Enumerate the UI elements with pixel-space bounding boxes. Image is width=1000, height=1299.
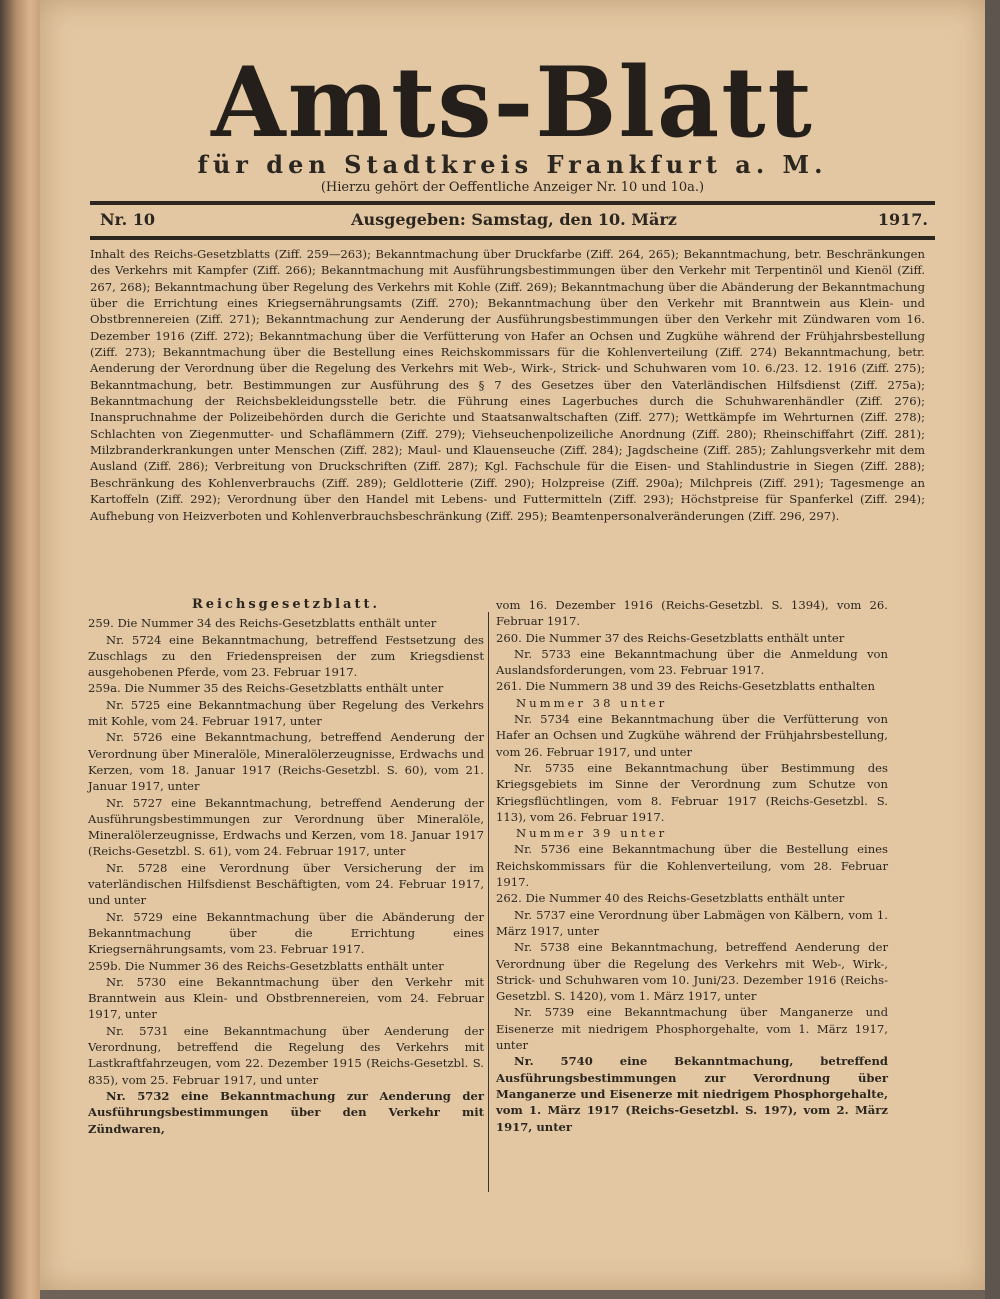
paragraph: 261. Die Nummern 38 und 39 des Reichs-Gesetzblatts enthalten [496, 679, 875, 694]
paragraph: Nr. 5728 eine Verordnung über Versicherung der im vaterländischen Hilfsdienst Beschäftigten, vom 24. Februar 1917, und unter [88, 860, 484, 908]
issue-date: Ausgegeben: Samstag, den 10. März [351, 210, 677, 229]
top-rule [90, 201, 935, 205]
issue-year: 1917. [877, 210, 928, 229]
paragraph: Nr. 5736 eine Bekanntmachung über die Bestellung eines Reichskommissars für die Kohlenverteilung, vom 28. Februar 1917. [496, 842, 888, 890]
paragraph: Nr. 5732 eine Bekanntmachung zur Aenderung der Ausführungsbestimmungen über den Verkehr mit Zündwaren, [88, 1088, 484, 1136]
paragraph: Nr. 5737 eine Verordnung über Labmägen von Kälbern, vom 1. März 1917, unter [496, 907, 888, 938]
right-column [496, 597, 888, 1135]
paragraph: Nr. 5735 eine Bekanntmachung über Bestimmung des Kriegsgebiets im Sinne der Verordnung zum Schutze von Kriegsflüchtlingen, vom 8. Februar 1917 (Reichs-Gesetzbl. S. 113), vom 26. Februar 1917. [496, 760, 888, 824]
paragraph: Nr. 5738 eine Bekanntmachung, betreffend Aenderung der Verordnung über die Regelung des Verkehrs mit Web-, Wirk-, Strick- und Schuhwaren vom 10. Juni/23. Dezember 1916 (Reichs-Gesetzbl. S. 1420), vom 1. März 1917, unter [496, 940, 888, 1004]
paragraph: Nr. 5740 eine Bekanntmachung, betreffend Ausführungsbestimmungen zur Verordnung über Manganerze und Eisenerze mit niedrigem Phosphorgehalte, vom 1. März 1917 (Reichs-Gesetzbl. S. 197), vom 2. März 1917, unter [496, 1054, 888, 1134]
book-spine [0, 0, 40, 1299]
left-column [88, 597, 484, 1137]
paragraph: Nr. 5726 eine Bekanntmachung, betreffend Aenderung der Verordnung über Mineralöle, Mineralölerzeugnisse, Erdwachs und Kerzen, vom 18. Januar 1917 (Reichs-Gesetzbl. S. 60), vom 21. Januar 1917, unter [88, 730, 484, 794]
table-of-contents: Inhalt des Reichs-Gesetzblatts (Ziff. 259—263); Bekanntmachung über Druckfarbe (Ziff. 264, 265); Bekanntmachung, betr. Beschränkungen des Verkehrs mit Kampfer (Ziff. 266); Bekanntmachung mit Ausführungsbestimmungen über den Verkehr mit Terpentinöl und Kienöl (Ziff. 267, 268); Bekanntmachung über Regelung des Verkehrs mit Kohle (Ziff. 269); Bekanntmachung über die Abänderung der Bekanntmachung über die Errichtung eines Kriegsernährungsamts (Ziff. 270); Bekanntmachung über den Verkehr mit Branntwein aus Klein- und Obstbrennereien (Ziff. 271); Bekanntmachung zur Aenderung der Ausführungsbestimmungen über den Verkehr mit Zündwaren vom 16. Dezember 1916 (Ziff. 272); Bekanntmachung über die Verfütterung von Hafer an Ochsen und Zugkühe während der Frühjahrsbestellung (Ziff. 273); Bekanntmachung über die Bestellung eines Reichskommissars für die Kohlenverteilung (Ziff. 274) Bekanntmachung, betr. Aenderung der Verordnung über die Regelung des Verkehrs mit Web-, Wirk-, Strick- und Schuhwaren vom 10. 6./23. 12. 1916 (Ziff. 275); Bekanntmachung, betr. Bestimmungen zur Ausführung des § 7 des Gesetzes über den Vaterländischen Hilfsdienst (Ziff. 275a); Bekanntmachung der Reichsbekleidungsstelle betr. die Führung eines Lagerbuches durch die Schuhwarenhändler (Ziff. 276); Inanspruchnahme der Polizeibehörden durch die Gerichte und Staatsanwaltschaften (Ziff. 277); Wettkämpfe im Wehrturnen (Ziff. 278); Schlachten von Ziegenmutter- und Schaflämmern (Ziff. 279); Viehseuchenpolizeiliche Anordnung (Ziff. 280); Rheinschiffahrt (Ziff. 281); Milzbranderkrankungen unter Menschen (Ziff. 282); Maul- und Klauenseuche (Ziff. 284); Jagdscheine (Ziff. 285); Zahlungsverkehr mit dem Ausland (Ziff. 286); Verbreitung von Druckschriften (Ziff. 287); Kgl. Fachschule für die Eisen- und Stahlindustrie in Siegen (Ziff. 288); Beschränkung des Kohlenverbrauchs (Ziff. 289); Geldlotterie (Ziff. 290); Holzpreise (Ziff. 290a); Milchpreis (Ziff. 291); Tagesmenge an Kartoffeln (Ziff. 292); Verordnung über den Handel mit Lebens- und Futtermitteln (Ziff. 293); Höchstpreise für Spanferkel (Ziff. 294); Aufhebung von Heizverboten und Kohlenverbrauchsbeschränkung (Ziff. 295); Beamtenpersonalveränderungen (Ziff. 296, 297). [90, 247, 925, 523]
paragraph: Nr. 5729 eine Bekanntmachung über die Abänderung der Bekanntmachung über die Errichtung eines Kriegsernährungsamts, vom 23. Februar 1917. [88, 909, 484, 957]
masthead-title: Amts-Blatt [211, 46, 814, 159]
newspaper-page [40, 0, 985, 1290]
subheading: Nummer 39 unter [516, 826, 668, 841]
paragraph: Nr. 5730 eine Bekanntmachung über den Verkehr mit Branntwein aus Klein- und Obstbrennereien, vom 24. Februar 1917, unter [88, 974, 484, 1022]
issue-number: Nr. 10 [100, 210, 155, 229]
bottom-rule [90, 236, 935, 240]
paragraph: vom 16. Dezember 1916 (Reichs-Gesetzbl. S. 1394), vom 26. Februar 1917. [496, 598, 888, 629]
paragraph: Nr. 5727 eine Bekanntmachung, betreffend Aenderung der Ausführungsbestimmungen zur Verordnung über Mineralöle, Mineralölerzeugnisse, Erdwachs und Kerzen, vom 18. Januar 1917 (Reichs-Gesetzbl. S. 61), vom 24. Februar 1917, unter [88, 795, 484, 859]
paragraph: Nr. 5731 eine Bekanntmachung über Aenderung der Verordnung, betreffend die Regelung des Verkehrs mit Lastkraftfahrzeugen, vom 22. Dezember 1915 (Reichs-Gesetzbl. S. 835), vom 25. Februar 1917, und unter [88, 1023, 484, 1087]
masthead-subtitle: für den Stadtkreis Frankfurt a. M. [197, 150, 828, 179]
issue-line [100, 210, 928, 234]
paragraph: Nr. 5734 eine Bekanntmachung über die Verfütterung von Hafer an Ochsen und Zugkühe während der Frühjahrsbestellung, vom 26. Februar 1917, und unter [496, 712, 888, 759]
subheading: Nummer 38 unter [516, 695, 668, 710]
paragraph: 260. Die Nummer 37 des Reichs-Gesetzblatts enthält unter [496, 630, 845, 645]
masthead-note: (Hierzu gehört der Oeffentliche Anzeiger Nr. 10 und 10a.) [320, 180, 705, 195]
column-divider [488, 612, 489, 1192]
paragraph: Nr. 5724 eine Bekanntmachung, betreffend Festsetzung des Zuschlags zu den Friedenspreisen der zum Kriegsdienst ausgehobenen Pferde, vom 23. Februar 1917. [88, 632, 484, 680]
paragraph: Nr. 5739 eine Bekanntmachung über Manganerze und Eisenerze mit niedrigem Phosphorgehalte, vom 1. März 1917, unter [496, 1005, 888, 1053]
paragraph: Nr. 5725 eine Bekanntmachung über Regelung des Verkehrs mit Kohle, vom 24. Februar 1917, unter [88, 697, 484, 729]
paragraph: 259. Die Nummer 34 des Reichs-Gesetzblatts enthält unter [88, 616, 437, 631]
scan-edge [985, 0, 1000, 1299]
section-heading: Reichsgesetzblatt. [191, 597, 381, 612]
paragraph: 259a. Die Nummer 35 des Reichs-Gesetzblatts enthält unter [88, 681, 444, 696]
paragraph: Nr. 5733 eine Bekanntmachung über die Anmeldung von Auslandsforderungen, vom 23. Februar 1917. [496, 646, 888, 678]
paragraph: 262. Die Nummer 40 des Reichs-Gesetzblatts enthält unter [496, 891, 845, 906]
paragraph: 259b. Die Nummer 36 des Reichs-Gesetzblatts enthält unter [88, 958, 444, 973]
